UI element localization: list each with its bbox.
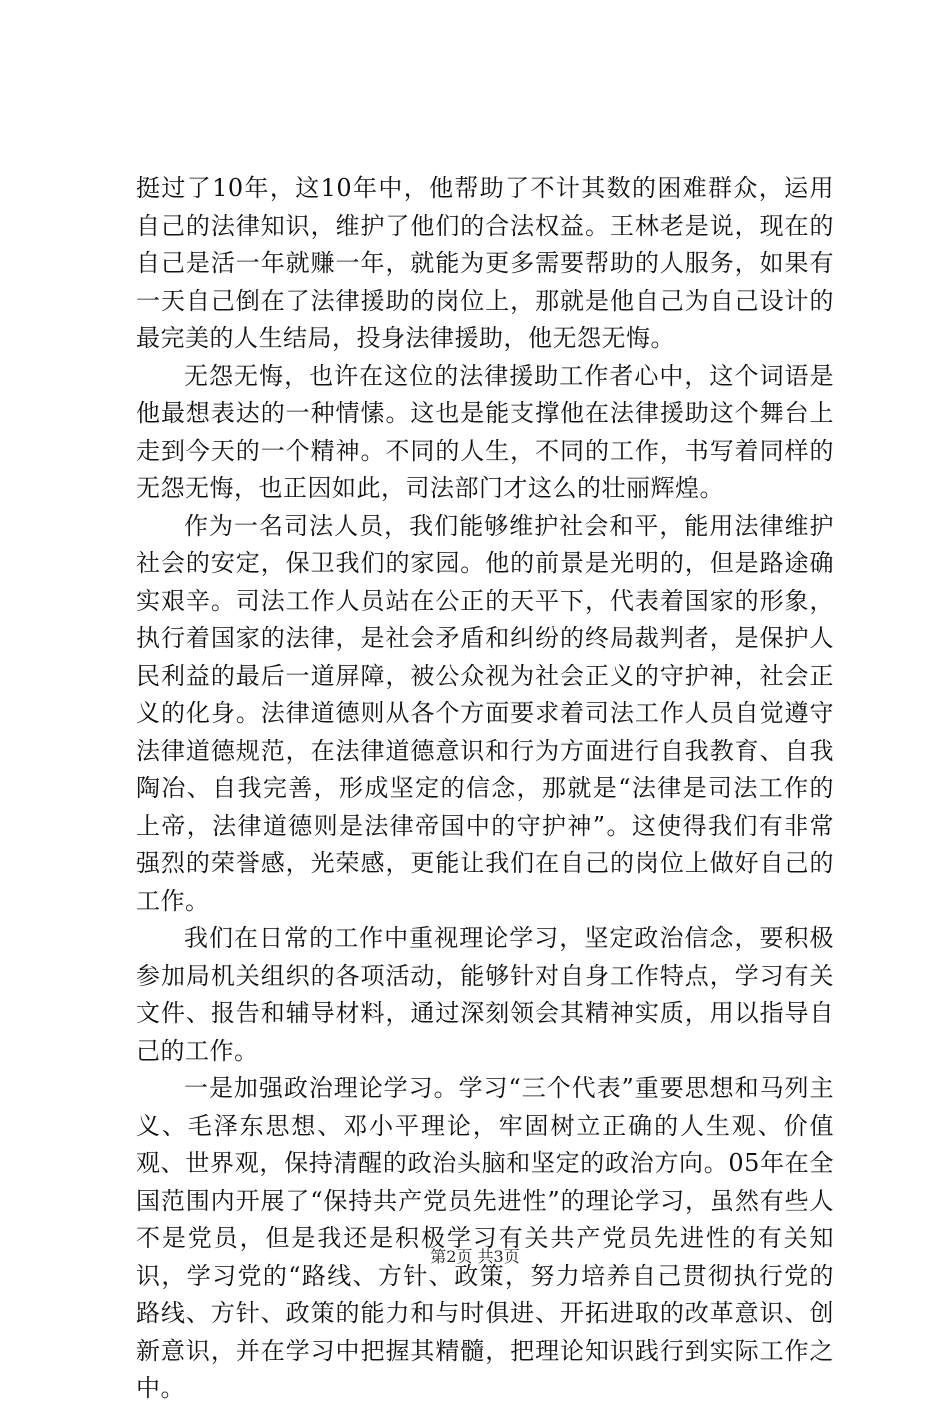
- paragraph-5: 一是加强政治理论学习。学习“三个代表”重要思想和马列主义、毛泽东思想、邓小平理论，牢固树立正确的人生观、价值观、世界观，保持清醒的政治头脑和坚定的政治方向。05年在全国范围内开展了“保持共产党员先进性”的理论学习，虽然有些人不是党员，但是我还是积极学习有关共产党员先进性的有关知识，学习党的“路线、方针、政策，努力培养自己贯彻执行党的路线、方针、政策的能力和与时俱进、开拓进取的改革意识、创新意识，并在学习中把握其精髓，把理论知识践行到实际工作之中。: [136, 1074, 834, 1402]
- paragraph-2: 无怨无悔，也许在这位的法律援助工作者心中，这个词语是他最想表达的一种情愫。这也是能支撑他在法律援助这个舞台上走到今天的一个精神。不同的人生，不同的工作，书写着同样的无怨无悔，也正因如此，司法部门才这么的壮丽辉煌。: [136, 361, 834, 502]
- paragraph-3: 作为一名司法人员，我们能够维护社会和平，能用法律维护社会的安定，保卫我们的家园。他的前景是光明的，但是路途确实艰辛。司法工作人员站在公正的天平下，代表着国家的形象，执行着国家的法律，是社会矛盾和纠纷的终局裁判者，是保护人民利益的最后一道屏障，被公众视为社会正义的守护神，社会正义的化身。法律道德则从各个方面要求着司法工作人员自觉遵守法律道德规范，在法律道德意识和行为方面进行自我教育、自我陶冶、自我完善，形成坚定的信念，那就是“法律是司法工作的上帝，法律道德则是法律帝国中的守护神”。这使得我们有非常强烈的荣誉感，光荣感，更能让我们在自己的岗位上做好自己的工作。: [136, 511, 834, 915]
- document-body: [136, 170, 834, 1408]
- paragraph-1: 挺过了10年，这10年中，他帮助了不计其数的困难群众，运用自己的法律知识，维护了他们的合法权益。王林老是说，现在的自己是活一年就赚一年，就能为更多需要帮助的人服务，如果有一天自己倒在了法律援助的岗位上，那就是他自己为自己设计的最完美的人生结局，投身法律援助，他无怨无悔。: [136, 174, 834, 352]
- paragraph-4: 我们在日常的工作中重视理论学习，坚定政治信念，要积极参加局机关组织的各项活动，能够针对自身工作特点，学习有关文件、报告和辅导材料，通过深刻领会其精神实质，用以指导自己的工作。: [136, 924, 834, 1065]
- page-number-footer: 第2页 共3页: [430, 1247, 520, 1266]
